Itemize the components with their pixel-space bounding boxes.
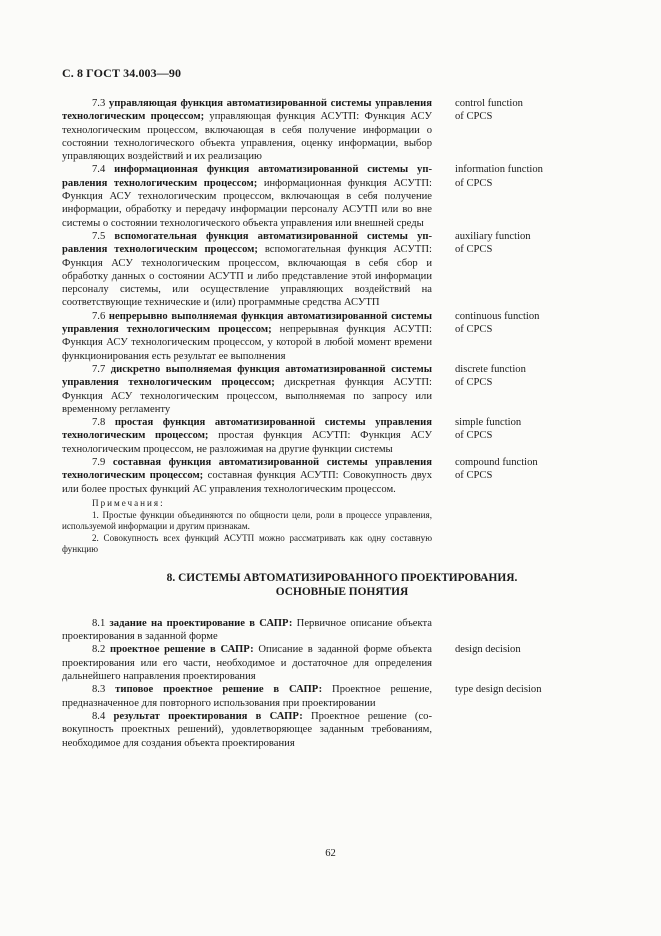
term-english-line: of CPCS: [455, 111, 493, 123]
notes-title: Примечания:: [92, 497, 165, 508]
page-number: 62: [325, 848, 336, 859]
term-definition: [62, 310, 432, 363]
term-english-line: control function: [455, 98, 523, 109]
term-definition: [62, 456, 432, 496]
section-title-line: 8. СИСТЕМЫ АВТОМАТИЗИРОВАННОГО ПРОЕКТИРОВАНИЯ.: [166, 571, 518, 584]
term-english-line: of CPCS: [455, 470, 493, 482]
term-definition: [62, 363, 432, 416]
term-entry-8-3: [62, 683, 622, 710]
note-item: 2. Совокупность всех функций АСУТП можно рассматривать как одну составную функцию: [62, 532, 432, 555]
term-english-line: type design decision: [455, 684, 542, 696]
term-title: вспомогательная функция автоматизированной системы управления технологическим процессом;: [62, 230, 433, 256]
section-title: [62, 571, 622, 599]
term-entry-7-4: [62, 163, 622, 229]
term-english: [455, 683, 615, 696]
page-header: С. 8 ГОСТ 34.003—90: [62, 66, 182, 80]
term-number: 7.4: [92, 164, 106, 176]
term-text: Проектное решение (совокупность проектных решений), удовлетворяющее заданным требованиям, необходимое для создания объекта проектирования: [62, 710, 432, 749]
term-english: [455, 163, 615, 190]
term-text: составная функция АСУТП: Совокупность двух или более простых функций АС управления технологическим процессом.: [62, 470, 432, 495]
term-title: простая функция автоматизированной системы управления технологическим процессом;: [62, 417, 432, 442]
term-entry-8-2: [62, 643, 622, 683]
term-english-line: of CPCS: [455, 377, 493, 389]
term-title: информационная функция автоматизированной системы управления технологическим процессом;: [62, 164, 432, 189]
term-definition: [62, 710, 432, 750]
term-english-line: simple function: [455, 417, 522, 429]
term-number: 7.3: [92, 98, 106, 109]
term-title: дискретно выполняемая функция автоматизированной системы управления технологическим процессом;: [62, 363, 432, 389]
term-english-line: discrete function: [455, 363, 526, 375]
term-english: [455, 363, 615, 390]
term-entry-8-1: [62, 617, 622, 644]
term-english: [455, 456, 615, 483]
term-definition: [62, 643, 432, 683]
term-entry-8-4: [62, 710, 622, 750]
term-definition: [62, 230, 432, 310]
term-text: Проектное решение, предназначенное для повторного использования при проектировании: [62, 684, 432, 709]
term-english: [455, 643, 615, 656]
term-english-line: compound function: [455, 457, 538, 469]
term-english-line: design decision: [455, 644, 521, 656]
term-title: проектное решение в САПР:: [110, 644, 254, 656]
term-entry-7-3: [62, 97, 622, 163]
term-title: задание на проектирование в САПР:: [109, 617, 293, 629]
term-text: непрерывная функция АСУТП: Функция АСУ технологическим процессом, у которой в любой момент времени функционирования есть результат ее выполнения: [62, 324, 432, 362]
section-title-line: ОСНОВНЫЕ ПОНЯТИЯ: [275, 585, 409, 598]
term-english-line: of CPCS: [455, 177, 493, 189]
term-english-line: information function: [455, 164, 543, 176]
term-text: дискретная функция АСУТП: Функция АСУ технологическим процессом, выполняемая по запросу или временному регламенту: [62, 377, 432, 415]
term-definition: [62, 683, 432, 710]
term-title: составная функция автоматизированной системы управления технологическим процессом;: [62, 457, 432, 482]
term-title: управляющая функция автоматизированной системы управления технологическим процессом;: [62, 98, 432, 123]
term-number: 7.8: [92, 417, 106, 429]
term-english-line: of CPCS: [455, 324, 493, 336]
note-item: 1. Простые функции объединяются по общности цели, роли в процессе управления, используемой информации и другим признакам.: [62, 509, 432, 532]
term-title: непрерывно выполняемая функция автоматизированной системы управления технологическим процессом;: [62, 310, 432, 336]
term-english-line: of CPCS: [455, 244, 493, 256]
term-number: 8.3: [92, 684, 106, 696]
term-text: Первичное описание объекта проектирования в заданной форме: [62, 617, 432, 643]
term-english-line: of CPCS: [455, 430, 493, 442]
term-definition: [62, 163, 432, 229]
term-text: вспомогательная функция АСУТП: Функция АСУ технологическим процессом, включающая в себя сбор и обработку данных о состоянии АСУТП и либо представление этой информации персоналу системы, или осуществление управляющих воздействий на соответствующие технические и (или) программные средства АСУТП: [62, 244, 432, 309]
term-title: результат проектирования в САПР:: [113, 710, 303, 722]
term-number: 8.1: [92, 617, 106, 629]
term-definition: [62, 97, 432, 163]
term-number: 7.5: [92, 230, 106, 242]
term-text: простая функция АСУТП: Функция АСУ технологическим процессом, не разложимая на другие функции системы: [62, 430, 432, 455]
term-definition: [62, 416, 432, 456]
term-title: типовое проектное решение в САПР:: [115, 684, 323, 696]
term-text: информационная функция АСУТП: Функция АСУ технологическим процессом, включающая в себя получение информации, обработку и передачу информации персоналу АСУТП или во вне системы о состоянии технологического объекта управления или внешней среды: [62, 177, 432, 229]
term-number: 7.7: [92, 363, 106, 375]
term-number: 7.6: [92, 310, 106, 322]
term-english-line: continuous function: [455, 310, 540, 322]
term-number: 7.9: [92, 457, 106, 469]
term-list: [62, 97, 622, 750]
term-english: [455, 310, 615, 337]
term-entry-7-8: [62, 416, 622, 456]
term-english: [455, 230, 615, 257]
term-english: [455, 97, 615, 124]
notes-block: [62, 498, 432, 556]
term-number: 8.2: [92, 644, 106, 656]
term-entry-7-7: [62, 363, 622, 416]
term-text: Описание в заданной форме объекта проектирования или его части, необходимое и достаточное для определения дальнейшего направления проектирования: [62, 644, 432, 683]
term-entry-7-5: [62, 230, 622, 310]
term-english-line: auxiliary function: [455, 230, 531, 242]
term-entry-7-9: [62, 456, 622, 496]
term-number: 8.4: [92, 710, 106, 722]
term-definition: [62, 617, 432, 644]
term-text: управляющая функция АСУТП: Функция АСУ технологическим процессом, включающая в себя получение информации о состоянии технологического объекта управления, оценку информации, выбор управляющих воздействий и их реализацию: [62, 111, 432, 163]
term-english: [455, 416, 615, 443]
term-entry-7-6: [62, 310, 622, 363]
